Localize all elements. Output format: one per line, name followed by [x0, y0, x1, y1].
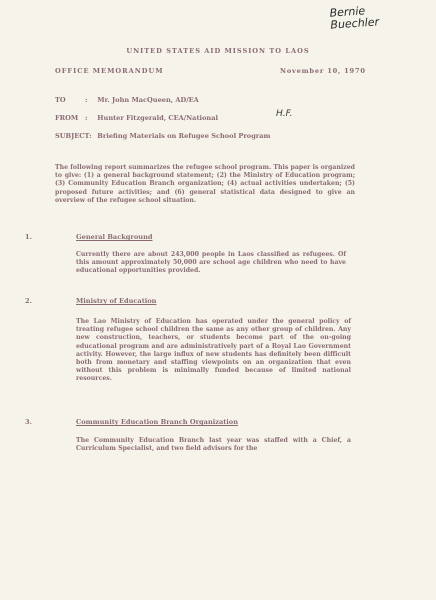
subject-row — [55, 132, 271, 140]
agency-heading: UNITED STATES AID MISSION TO LAOS — [126, 47, 310, 55]
section-body: Currently there are about 243,000 people in Laos classified as refugees. Of this amount approximately 50,000 are school age children who need to have educational opportunities provided. — [76, 251, 346, 275]
from-label: FROM — [55, 114, 79, 122]
subject-label: SUBJECT: — [55, 132, 92, 140]
initials-signature: H.F. — [276, 109, 293, 119]
section-number: 2. — [25, 297, 32, 305]
intro-paragraph: The following report summarizes the refugee school program. This paper is organized to give: (1) a general background statement; (2) the Ministry of Education program; (3) Community Education Branch organization; (4) actual activities undertaken; (5) proposed future activities; and (6) general statistical data designed to give an overview of the refugee school situation. — [55, 164, 355, 204]
section-title: Ministry of Education — [76, 297, 157, 305]
to-value: Mr. John MacQueen, AD/EA — [97, 96, 199, 104]
from-value: Hunter Fitzgerald, CEA/National — [97, 114, 218, 122]
section-title: Community Education Branch Organization — [76, 418, 238, 426]
memo-date: November 10, 1970 — [280, 67, 366, 75]
to-label: TO — [55, 96, 66, 104]
section-number: 3. — [25, 418, 32, 426]
section-title: General Background — [76, 233, 153, 241]
section-body: The Community Education Branch last year was staffed with a Chief, a Curriculum Specialist, and two field advisors for the — [76, 437, 351, 453]
from-row: FROM : Hunter Fitzgerald, CEA/National — [55, 114, 218, 122]
handwritten-line-2: Buechler — [329, 15, 380, 32]
handwritten-line-1: Bernie — [329, 4, 366, 20]
to-row: TO : Mr. John MacQueen, AD/EA — [55, 96, 199, 104]
section-number: 1. — [25, 233, 32, 241]
handwritten-note — [329, 4, 379, 31]
subject-value: Briefing Materials on Refugee School Program — [97, 132, 271, 140]
memo-title: OFFICE MEMORANDUM — [55, 67, 164, 75]
section-body: The Lao Ministry of Education has operated under the general policy of treating refugee school children the same as any other group of children. Any new construction, teachers, or students become part of the on-going educational program and are administratively part of a Royal Lao Government activity. However, the large influx of new students has definitely been difficult both from monetary and staffing viewpoints on an organization that even without this problem is minimally funded because of limited national resources. — [76, 318, 351, 383]
